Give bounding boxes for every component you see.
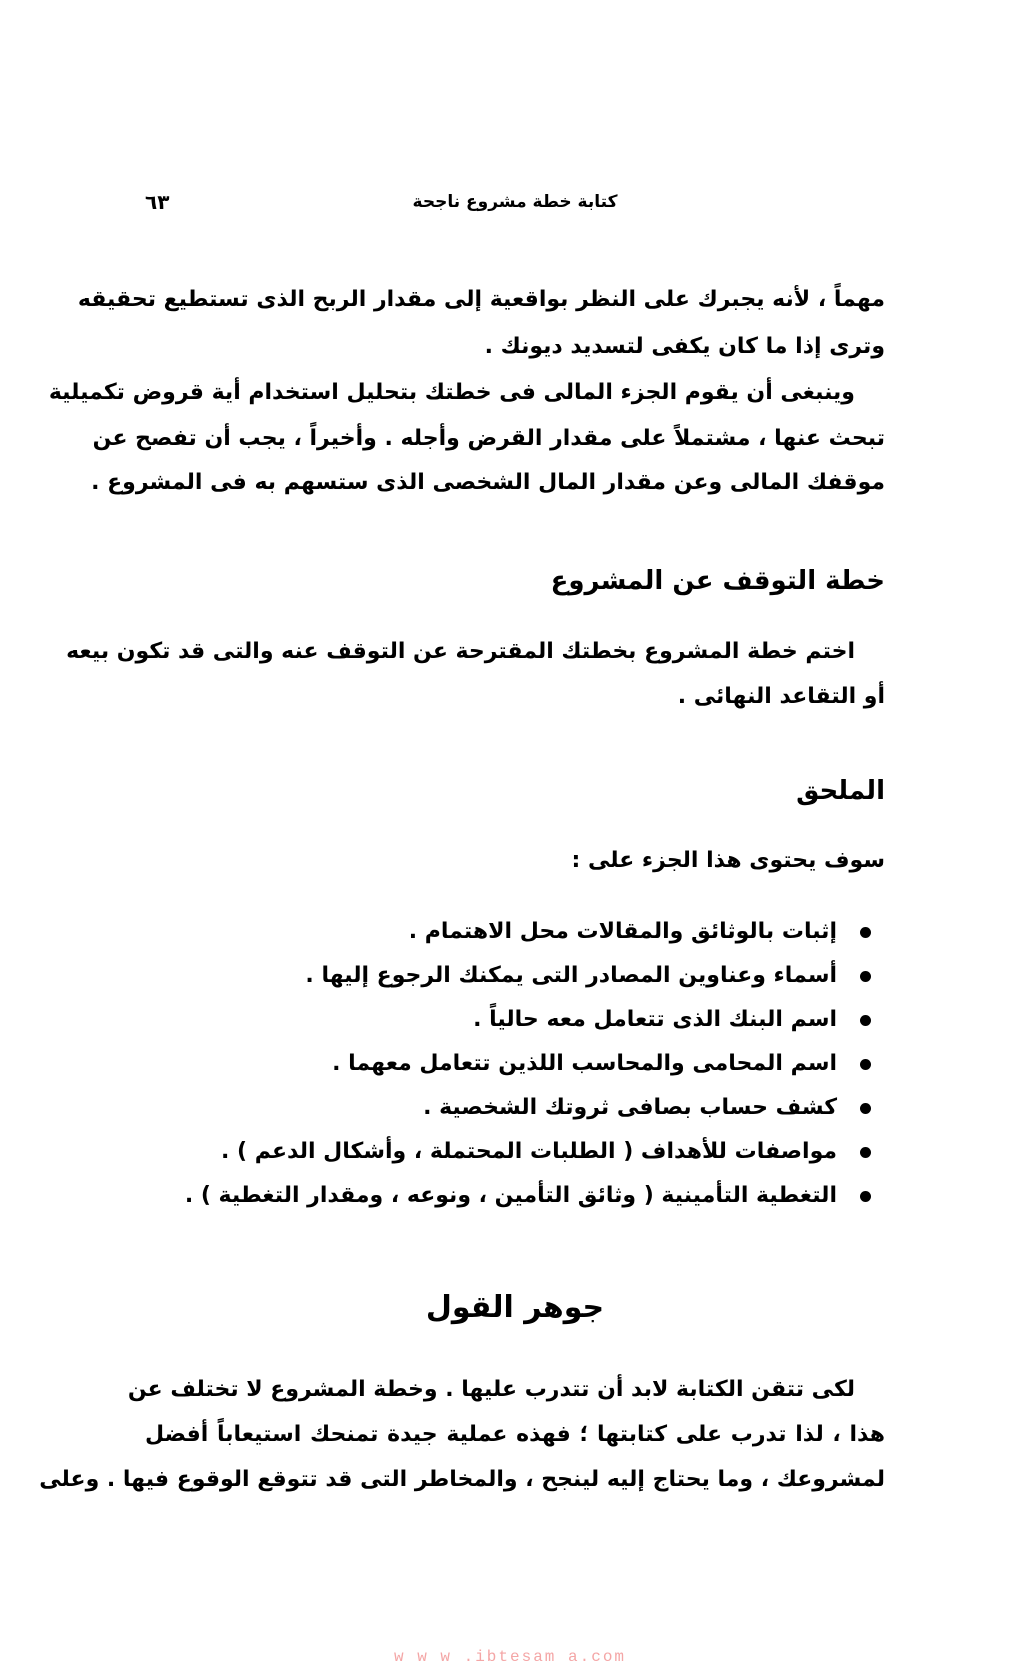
list-item: مواصفات للأهداف ( الطلبات المحتملة ، وأشكال الدعم ) . — [145, 1132, 885, 1176]
exit-plan-line-1: اختم خطة المشروع بخطتك المقترحة عن التوقف عنه والتى قد تكون بيعه — [66, 639, 855, 664]
list-item: اسم البنك الذى تتعامل معه حالياً . — [145, 1000, 885, 1044]
summary-line-3: لمشروعك ، وما يحتاج إليه لينجح ، والمخاطر التى قد تتوقع الوقوع فيها . وعلى — [39, 1467, 885, 1492]
financial-line-3: موقفك المالى وعن مقدار المال الشخصى الذى ستسهم به فى المشروع . — [91, 470, 885, 495]
bullet-icon — [860, 1015, 871, 1026]
bullet-icon — [860, 927, 871, 938]
bullet-icon — [860, 1059, 871, 1070]
running-title: كتابة خطة مشروع ناجحة — [412, 192, 618, 212]
financial-line-2: تبحث عنها ، مشتملاً على مقدار القرض وأجله . وأخيراً ، يجب أن تفصح عن — [92, 426, 885, 451]
exit-plan-heading: خطة التوقف عن المشروع — [550, 566, 885, 596]
summary-line-2: هذا ، لذا تدرب على كتابتها ؛ فهذه عملية جيدة تمنحك استيعاباً أفضل — [145, 1422, 885, 1447]
intro-line-1: مهماً ، لأنه يجبرك على النظر بواقعية إلى مقدار الربح الذى تستطيع تحقيقه — [77, 287, 885, 312]
financial-line-1: وينبغى أن يقوم الجزء المالى فى خطتك بتحليل استخدام أية قروض تكميلية — [48, 380, 855, 405]
appendix-intro: سوف يحتوى هذا الجزء على : — [571, 848, 885, 873]
bullet-icon — [860, 1147, 871, 1158]
bullet-icon — [860, 971, 871, 982]
exit-plan-line-2: أو التقاعد النهائى . — [677, 684, 885, 709]
summary-line-1: لكى تتقن الكتابة لابد أن تتدرب عليها . وخطة المشروع لا تختلف عن — [127, 1377, 855, 1402]
list-item: إثبات بالوثائق والمقالات محل الاهتمام . — [145, 912, 885, 956]
page-number: ٦٣ — [145, 190, 170, 214]
bullet-icon — [860, 1103, 871, 1114]
list-item: اسم المحامى والمحاسب اللذين تتعامل معهما . — [145, 1044, 885, 1088]
appendix-heading: الملحق — [796, 776, 885, 806]
intro-line-2: وترى إذا ما كان يكفى لتسديد ديونك . — [484, 334, 885, 359]
summary-heading: جوهر القول — [425, 1290, 605, 1325]
list-item: أسماء وعناوين المصادر التى يمكنك الرجوع إليها . — [145, 956, 885, 1000]
page-header — [145, 190, 885, 220]
bullet-icon — [860, 1191, 871, 1202]
list-item: التغطية التأمينية ( وثائق التأمين ، ونوعه ، ومقدار التغطية ) . — [145, 1176, 885, 1220]
list-item: كشف حساب بصافى ثروتك الشخصية . — [145, 1088, 885, 1132]
watermark: w w w .ibtesam a.com — [393, 1648, 627, 1666]
appendix-bullet-list — [145, 912, 885, 1220]
